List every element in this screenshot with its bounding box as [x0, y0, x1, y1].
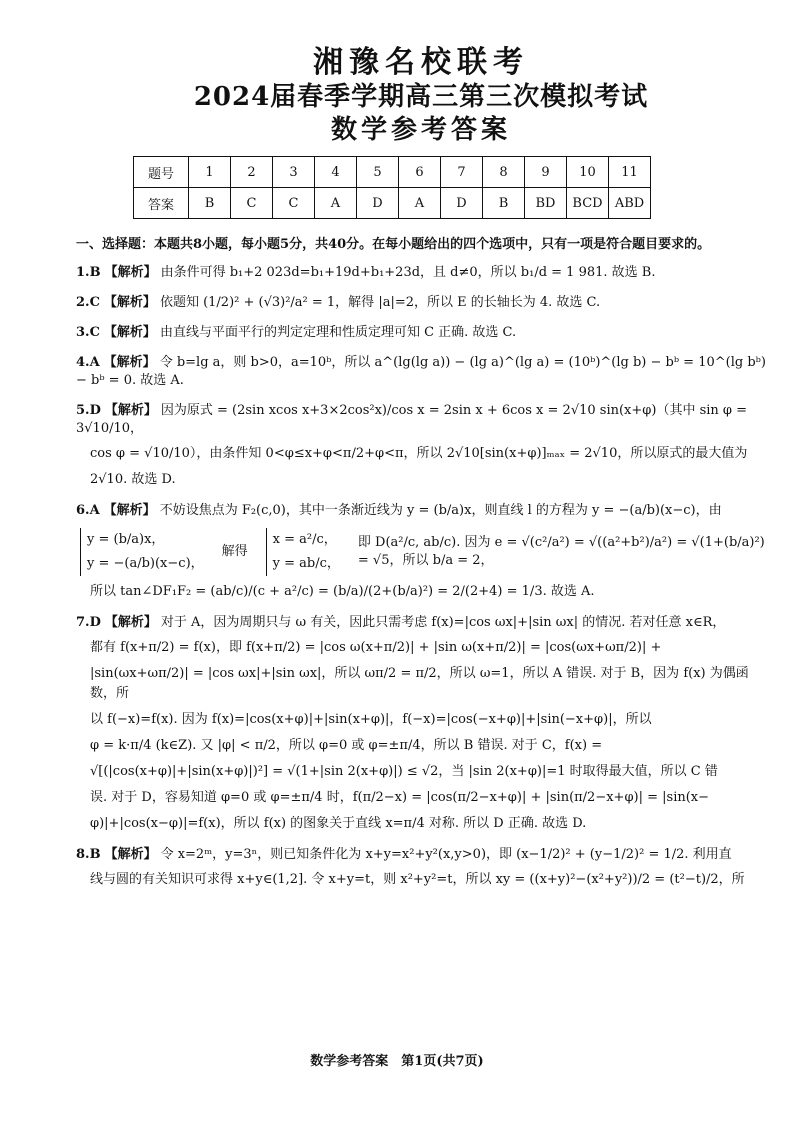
question-label: 7.D — [76, 615, 101, 631]
equation: y = ab/c， — [272, 556, 340, 572]
solution-q1 — [76, 264, 766, 282]
solution-line: |sin(ωx+ωπ/2)| = |cos ωx|+|sin ωx|，所以 ωπ/2 = π/2，所以 ω=1，所以 A 错误. 对于 B，因为 f(x) 为偶函数，所 — [90, 666, 749, 702]
equation: x = a²/c， — [272, 532, 337, 548]
analysis-tag: 【解析】 — [104, 265, 157, 281]
answer-cell: D — [357, 188, 399, 219]
analysis-tag: 【解析】 — [104, 615, 157, 631]
solution-line: φ)|+|cos(x−φ)|=f(x)，所以 f(x) 的图象关于直线 x=π/4 对称. 所以 D 正确. 故选 D. — [90, 816, 587, 832]
equation-system-left — [80, 528, 204, 576]
answer-cell: D — [441, 188, 483, 219]
equation-system-row — [80, 528, 766, 576]
solution-line: 线与圆的有关知识可求得 x+y∈(1,2]. 令 x+y=t，则 x²+y²=t，所以 xy = ((x+y)²−(x²+y²))/2 = (t²−t)/2，所 — [90, 872, 745, 888]
equation: y = (b/a)x， — [87, 532, 165, 548]
solution-text: 依题知 (1/2)² + (√3)²/a² = 1，解得 |a|=2，所以 E 的长轴长为 4. 故选 C. — [159, 295, 601, 311]
analysis-tag: 【解析】 — [104, 403, 157, 419]
solution-line: 对于 A，因为周期只与 ω 有关，因此只需考虑 f(x)=|cos ωx|+|sin ωx| 的情况. 若对任意 x∈R， — [160, 615, 726, 631]
solution-line: 令 x=2ᵐ，y=3ⁿ，则已知条件化为 x+y=x²+y²(x,y>0)，即 (x−1/2)² + (y−1/2)² = 1/2. 利用直 — [160, 847, 732, 863]
answer-row — [134, 188, 651, 219]
answer-cell: C — [273, 188, 315, 219]
page-footer: 数学参考答案 第1页(共7页) — [310, 1054, 484, 1069]
answer-cell: BCD — [567, 188, 609, 219]
question-number: 1 — [189, 157, 231, 188]
question-number: 4 — [315, 157, 357, 188]
question-number: 7 — [441, 157, 483, 188]
row-label-answer: 答案 — [134, 188, 189, 219]
question-number: 6 — [399, 157, 441, 188]
exam-name-title: 2024届春季学期高三第三次模拟考试 — [193, 82, 649, 112]
question-number: 10 — [567, 157, 609, 188]
answer-cell: ABD — [609, 188, 651, 219]
analysis-tag: 【解析】 — [104, 847, 157, 863]
solve-word: 解得 — [221, 544, 248, 560]
analysis-tag: 【解析】 — [103, 325, 156, 341]
solution-text: 令 b=lg a，则 b>0，a=10ᵇ，所以 a^(lg(lg a)) − (lg a)^(lg a) = (10ᵇ)^(lg b) − bᵇ = 10^(lg bᵇ) − bᵇ = 0. 故选 A. — [76, 355, 766, 389]
solution-q5 — [76, 402, 766, 490]
answer-cell: BD — [525, 188, 567, 219]
analysis-tag: 【解析】 — [103, 355, 156, 371]
answer-cell: B — [189, 188, 231, 219]
question-label: 4.A — [76, 355, 100, 371]
solution-line: cos φ = √10/10），由条件知 0<φ≤x+φ<π/2+φ<π，所以 2√10[sin(x+φ)]ₘₐₓ = 2√10，所以原式的最大值为 — [90, 446, 748, 462]
solution-line: 不妨设焦点为 F₂(c,0)，其中一条渐近线为 y = (b/a)x，则直线 l 的方程为 y = −(a/b)(x−c)，由 — [159, 503, 722, 519]
question-number: 9 — [525, 157, 567, 188]
question-number-row — [134, 157, 651, 188]
solution-line: 2√10. 故选 D. — [90, 472, 176, 488]
solution-q2 — [76, 294, 766, 312]
analysis-tag: 【解析】 — [103, 295, 156, 311]
solution-line: 误. 对于 D，容易知道 φ=0 或 φ=±π/4 时，f(π/2−x) = |cos(π/2−x+φ)| + |sin(π/2−x+φ)| = |sin(x− — [90, 790, 710, 806]
row-label-question: 题号 — [134, 157, 189, 188]
question-label: 6.A — [76, 503, 100, 519]
question-number: 2 — [231, 157, 273, 188]
question-label: 8.B — [76, 847, 101, 863]
answer-key-title: 数学参考答案 — [330, 114, 511, 145]
solution-line: 都有 f(x+π/2) = f(x)，即 f(x+π/2) = |cos ω(x+π/2)| + |sin ω(x+π/2)| = |cos(ωx+ωπ/2)| + — [90, 640, 662, 656]
solution-q6 — [76, 502, 766, 602]
answer-cell: B — [483, 188, 525, 219]
question-number: 3 — [273, 157, 315, 188]
analysis-tag: 【解析】 — [103, 503, 156, 519]
question-label: 3.C — [76, 325, 100, 341]
solution-line: 所以 tan∠DF₁F₂ = (ab/c)/(c + a²/c) = (b/a)/(2+(b/a)²) = 2/(2+4) = 1/3. 故选 A. — [90, 584, 595, 600]
solution-q3 — [76, 324, 766, 342]
equation-system-right — [266, 528, 340, 576]
equation: y = −(a/b)(x−c)， — [87, 556, 204, 572]
question-label: 5.D — [76, 403, 101, 419]
answer-cell: A — [315, 188, 357, 219]
section-heading: 一、选择题：本题共8小题，每小题5分，共40分。在每小题给出的四个选项中，只有一项是符合题目要求的。 — [76, 237, 711, 253]
solution-text: 由条件可得 b₁+2 023d=b₁+19d+b₁+23d，且 d≠0，所以 b₁/d = 1 981. 故选 B. — [160, 265, 656, 281]
solution-line: 以 f(−x)=f(x). 因为 f(x)=|cos(x+φ)|+|sin(x+φ)|，f(−x)=|cos(−x+φ)|+|sin(−x+φ)|，所以 — [90, 712, 652, 728]
question-number: 8 — [483, 157, 525, 188]
solution-line: 即 D(a²/c, ab/c). 因为 e = √(c²/a²) = √((a²+b²)/a²) = √(1+(b/a)²) = √5，所以 b/a = 2， — [357, 535, 765, 569]
question-number: 11 — [609, 157, 651, 188]
solution-text: 由直线与平面平行的判定定理和性质定理可知 C 正确. 故选 C. — [159, 325, 517, 341]
solution-line: 因为原式 = (2sin xcos x+3×2cos²x)/cos x = 2sin x + 6cos x = 2√10 sin(x+φ)（其中 sin φ = 3√10/10， — [76, 403, 748, 437]
answer-table — [133, 156, 651, 219]
question-label: 2.C — [76, 295, 100, 311]
solution-line: φ = k·π/4 (k∈Z). 又 |φ| < π/2，所以 φ=0 或 φ=±π/4，所以 B 错误. 对于 C，f(x) = — [90, 738, 603, 754]
question-label: 1.B — [76, 265, 101, 281]
answer-cell: A — [399, 188, 441, 219]
solution-q7 — [76, 614, 766, 834]
solution-line: √[(|cos(x+φ)|+|sin(x+φ)|)²] = √(1+|sin 2(x+φ)|) ≤ √2，当 |sin 2(x+φ)|=1 时取得最大值，所以 C 错 — [90, 764, 718, 780]
solution-q8 — [76, 846, 766, 890]
question-number: 5 — [357, 157, 399, 188]
solution-q4 — [76, 354, 766, 390]
exam-org-title: 湘豫名校联考 — [313, 45, 529, 80]
answer-cell: C — [231, 188, 273, 219]
